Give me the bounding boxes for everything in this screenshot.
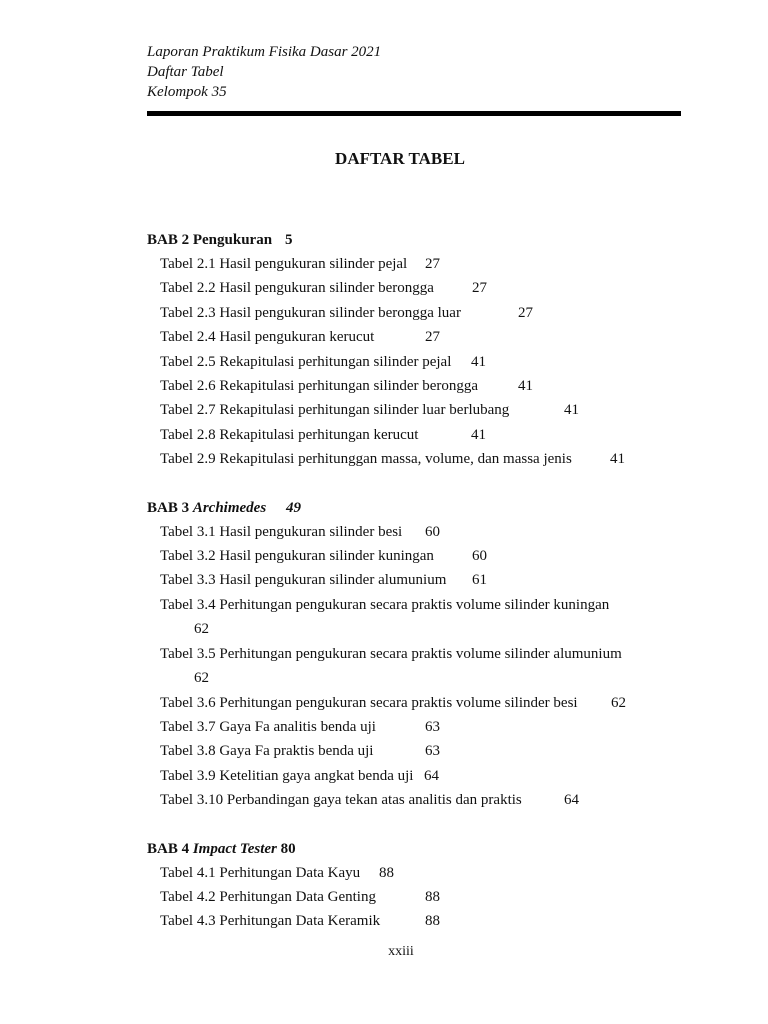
entry-title: Tabel 3.5 Perhitungan pengukuran secara praktis volume silinder alumunium: [160, 645, 622, 662]
section-bab-label: BAB 3: [147, 499, 190, 516]
entry-page: 27: [472, 280, 487, 297]
entry-page: 62: [194, 621, 209, 638]
entry-page: 41: [610, 451, 625, 468]
entry-title: Tabel 2.6 Rekapitulasi perhitungan silinder berongga: [160, 378, 479, 395]
entry-page: 41: [471, 426, 486, 443]
entry-title: Tabel 3.6 Perhitungan pengukuran secara praktis volume silinder besi: [160, 694, 578, 711]
section-name: Pengukuran: [192, 232, 273, 248]
entry-title: Tabel 3.7 Gaya Fa analitis benda uji: [160, 718, 376, 735]
entry-page: 27: [518, 304, 533, 321]
table-entry: [147, 520, 687, 544]
section-page-number: 5: [285, 232, 293, 248]
table-entry: [147, 374, 687, 398]
running-header: [147, 42, 381, 102]
entry-title: Tabel 2.9 Rekapitulasi perhitunggan massa, volume, dan massa jenis: [160, 451, 572, 468]
entry-title: Tabel 4.2 Perhitungan Data Genting: [160, 888, 376, 905]
entry-title: Tabel 4.3 Perhitungan Data Keramik: [160, 913, 381, 930]
table-entry: [147, 423, 687, 447]
entry-page: 63: [425, 718, 440, 735]
table-entry: [147, 544, 687, 568]
section-bab-label: BAB 4: [147, 840, 190, 857]
header-report-title: Laporan Praktikum Fisika Dasar 2021: [147, 44, 382, 60]
table-entry: [147, 739, 687, 763]
section-bab-label: BAB 2: [147, 232, 190, 248]
entry-title: Tabel 2.2 Hasil pengukuran silinder berongga: [160, 280, 434, 297]
entry-page: 41: [518, 378, 533, 395]
entry-page: 88: [425, 888, 440, 905]
entry-page: 64: [564, 792, 579, 809]
section-page-number: 49: [286, 499, 301, 516]
table-entry: [147, 593, 687, 642]
entry-page: 88: [379, 864, 394, 881]
table-entry: [147, 447, 687, 471]
entry-title: Tabel 3.2 Hasil pengukuran silinder kuningan: [160, 548, 434, 565]
table-entry: [147, 642, 687, 691]
section-bab-3: [147, 496, 687, 813]
table-entry: [147, 276, 687, 300]
table-entry: [147, 764, 687, 788]
table-entry: [147, 568, 687, 592]
entry-title: Tabel 2.3 Hasil pengukuran silinder berongga luar: [160, 304, 461, 321]
entry-page: 27: [425, 329, 440, 346]
entry-title: Tabel 3.9 Ketelitian gaya angkat benda uji: [160, 767, 414, 784]
section-page-number: 80: [280, 840, 296, 857]
table-entry: [147, 398, 687, 422]
section-name: Impact Tester: [192, 840, 277, 857]
entry-title: Tabel 3.4 Perhitungan pengukuran secara praktis volume silinder kuningan: [160, 596, 610, 613]
table-entry: [147, 885, 687, 909]
section-name: Archimedes: [192, 499, 267, 516]
table-entry: [147, 788, 687, 812]
page-number: xxiii: [388, 944, 414, 959]
table-entry: [147, 909, 687, 933]
header-group: Kelompok 35: [147, 84, 227, 100]
entry-title: Tabel 4.1 Perhitungan Data Kayu: [160, 864, 361, 881]
entry-page: 63: [425, 743, 440, 760]
entry-title: Tabel 2.1 Hasil pengukuran silinder pejal: [160, 256, 408, 272]
entry-title: Tabel 3.1 Hasil pengukuran silinder besi: [160, 523, 403, 540]
table-entry: [147, 252, 687, 276]
entry-title: Tabel 3.8 Gaya Fa praktis benda uji: [160, 743, 374, 760]
entry-title: Tabel 3.10 Perbandingan gaya tekan atas analitis dan praktis: [160, 792, 522, 809]
section-bab-4: [147, 837, 687, 934]
table-entry: [147, 350, 687, 374]
entry-page: 27: [425, 256, 440, 272]
section-bab-2: [147, 228, 687, 472]
header-divider: [147, 111, 681, 116]
header-section-name: Daftar Tabel: [147, 64, 224, 80]
table-entry: [147, 691, 687, 715]
entry-title: Tabel 2.8 Rekapitulasi perhitungan kerucut: [160, 426, 419, 443]
table-entry: [147, 325, 687, 349]
section-heading: [147, 496, 687, 520]
entry-page: 62: [611, 694, 626, 711]
table-entry: [147, 861, 687, 885]
table-of-tables: [147, 228, 687, 958]
entry-page: 60: [425, 523, 440, 540]
section-heading: [147, 837, 687, 861]
entry-page: 62: [194, 670, 209, 687]
entry-title: Tabel 2.4 Hasil pengukuran kerucut: [160, 329, 375, 346]
page-title: DAFTAR TABEL: [335, 149, 465, 168]
table-entry: [147, 715, 687, 739]
entry-title: Tabel 2.5 Rekapitulasi perhitungan silinder pejal: [160, 353, 452, 370]
entry-page: 88: [425, 913, 440, 930]
section-heading: [147, 228, 687, 252]
entry-title: Tabel 2.7 Rekapitulasi perhitungan silinder luar berlubang: [160, 402, 510, 419]
table-entry: [147, 301, 687, 325]
entry-page: 41: [471, 353, 486, 370]
entry-page: 41: [564, 402, 579, 419]
entry-title: Tabel 3.3 Hasil pengukuran silinder alumunium: [160, 572, 447, 589]
entry-page: 64: [424, 767, 439, 784]
entry-page: 61: [472, 572, 487, 589]
entry-page: 60: [472, 548, 487, 565]
